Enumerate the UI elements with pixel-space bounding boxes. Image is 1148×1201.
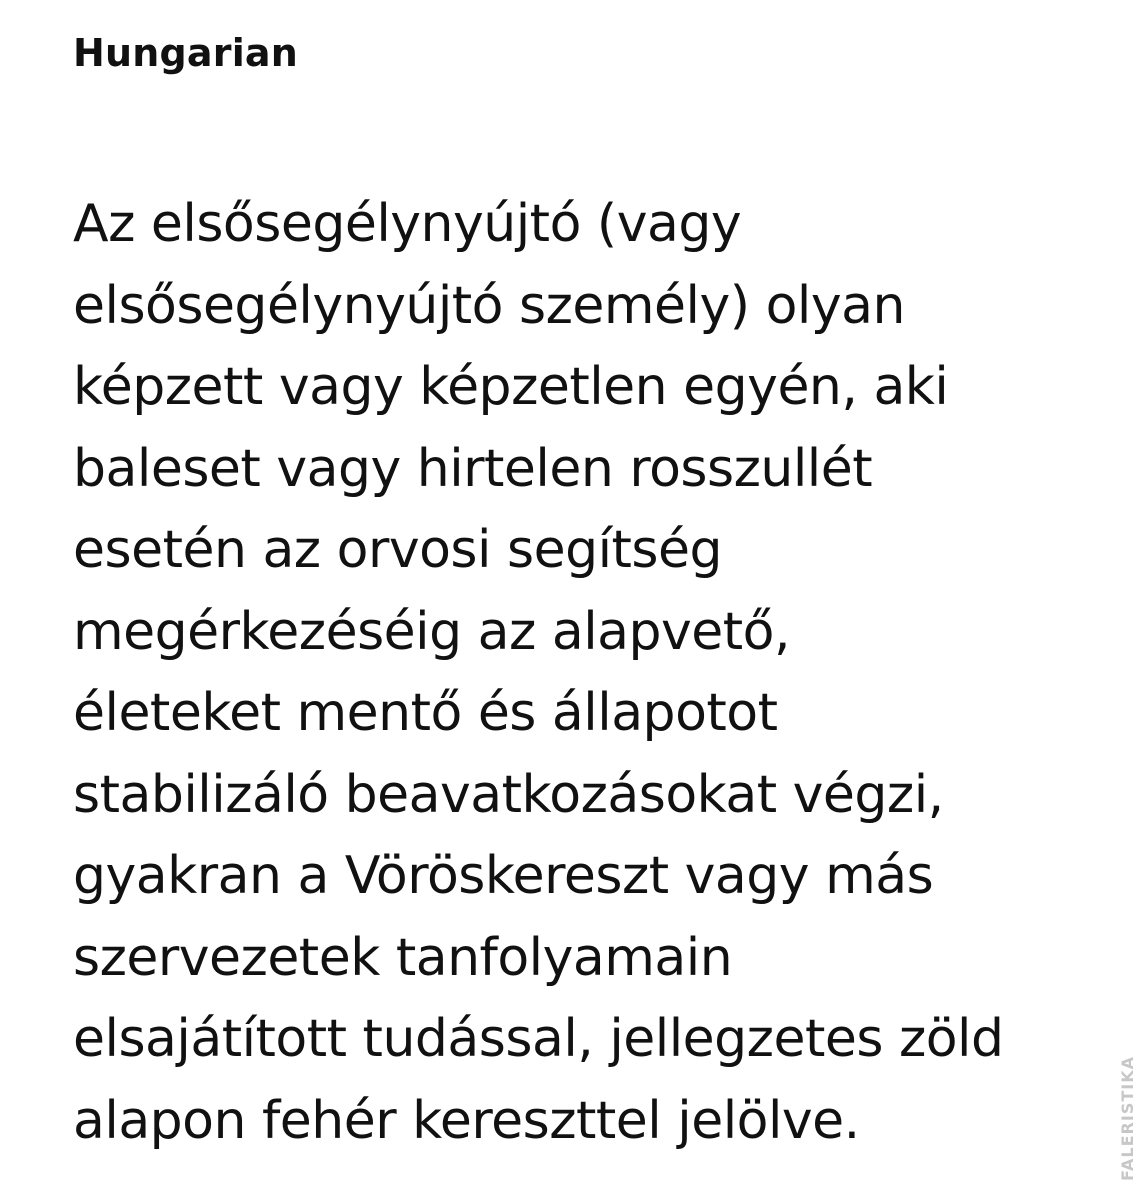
translation-line: baleset vagy hirtelen rosszullét [73, 438, 873, 499]
translation-line: stabilizáló beavatkozásokat végzi, [73, 764, 944, 825]
watermark [1112, 981, 1142, 1181]
translation-line: életeket mentő és állapotot [73, 683, 778, 743]
translation-line: szervezetek tanfolyamain [73, 927, 733, 988]
translation-line: alapon fehér kereszttel jelölve. [73, 1090, 860, 1151]
translation-line: elsősegélynyújtó személy) olyan [73, 275, 905, 336]
watermark-text: FALERISTIKA [1117, 1055, 1137, 1181]
translation-line: megérkezéséig az alapvető, [73, 601, 791, 662]
translation-line: gyakran a Vöröskereszt vagy más [73, 846, 934, 906]
translation-line: Az elsősegélynyújtó (vagy [73, 194, 742, 254]
translation-line: elsajátított tudással, jellegzetes zöld [73, 1009, 1004, 1069]
translation-line: képzett vagy képzetlen egyén, aki [73, 357, 949, 417]
translation-text [73, 184, 1133, 1162]
translation-line: esetén az orvosi segítség [73, 520, 723, 580]
language-label: Hungarian [73, 31, 299, 75]
